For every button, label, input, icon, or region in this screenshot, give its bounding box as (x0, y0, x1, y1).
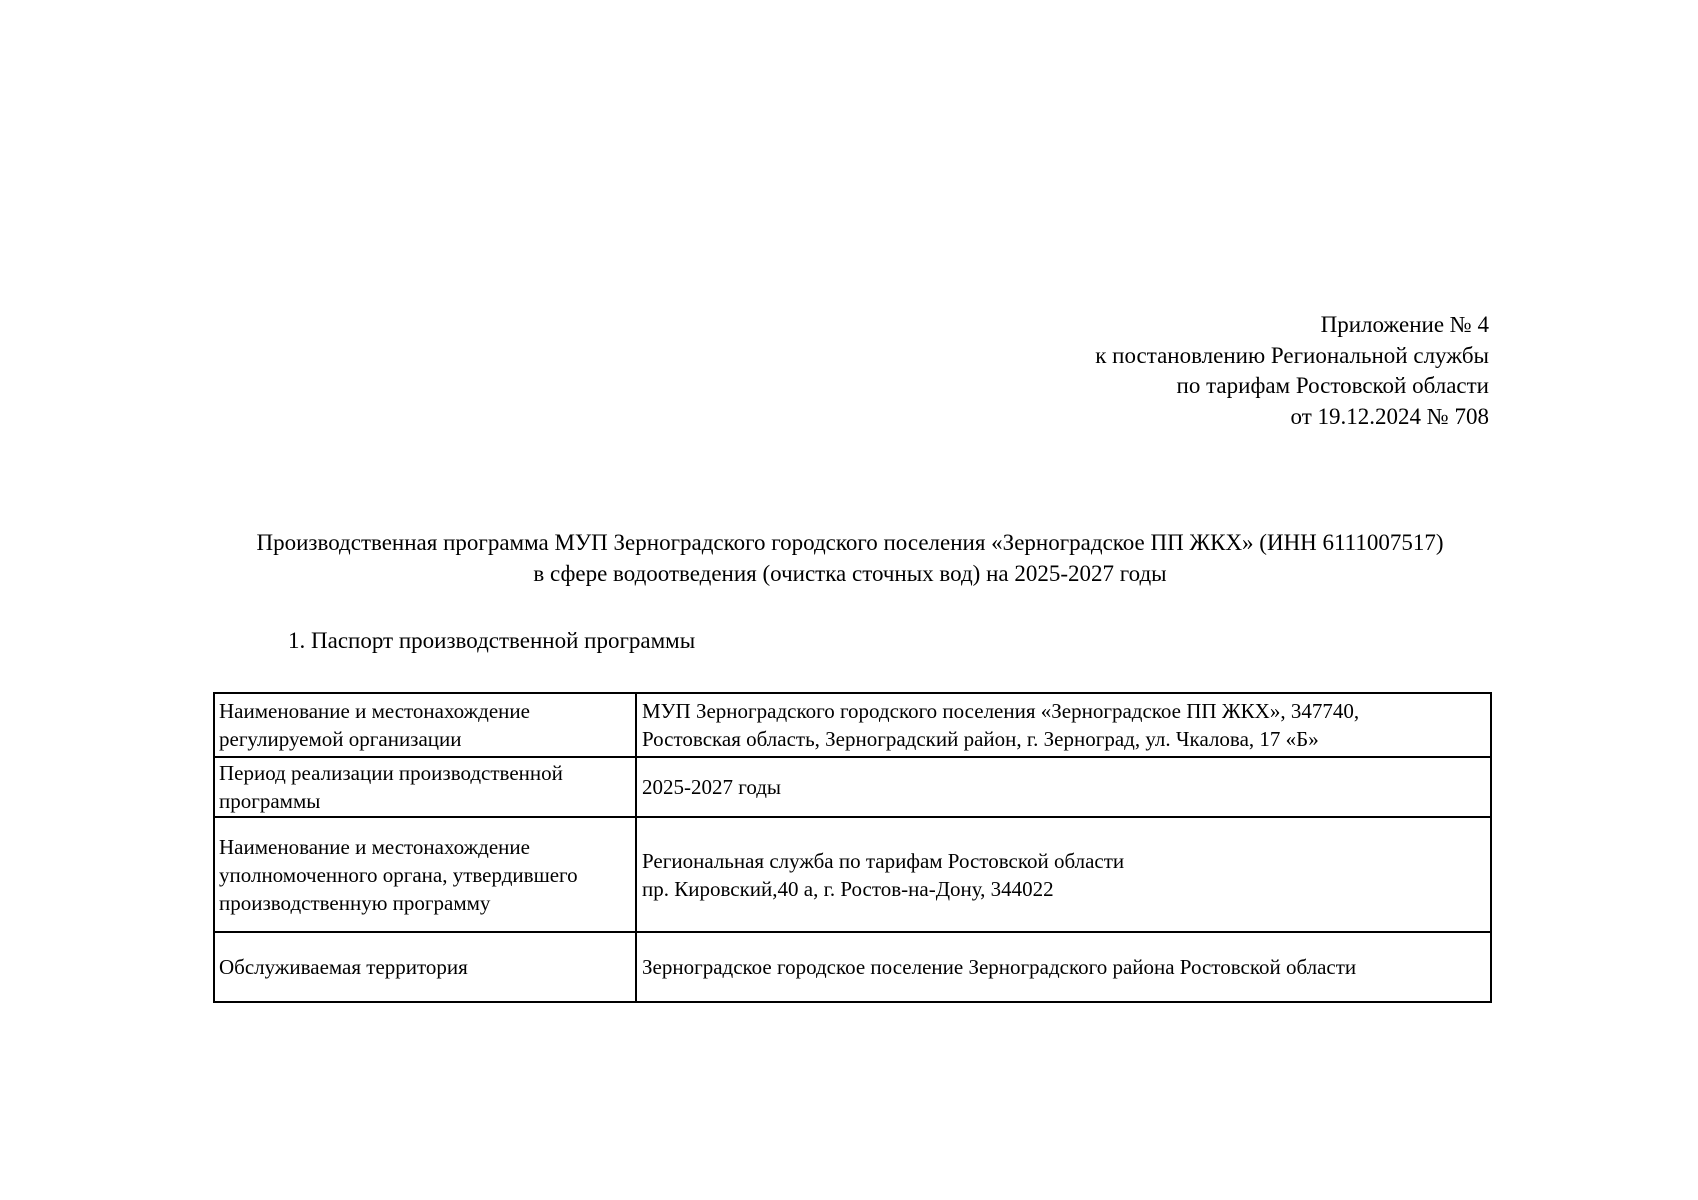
cell-text: Обслуживаемая территория (219, 955, 468, 979)
cell-text: Зерноградское городское поселение Зерноградского района Ростовской области (642, 955, 1357, 979)
document-title (160, 527, 1540, 589)
cell-text: Региональная служба по тарифам Ростовской области (642, 848, 1125, 873)
table-label-cell (214, 757, 636, 817)
table-value-cell (636, 693, 1491, 757)
cell-text: Ростовская область, Зерноградский район, г. Зерноград, ул. Чкалова, 17 «Б» (642, 727, 1319, 751)
cell-text: пр. Кировский,40 а, г. Ростов-на-Дону, 344022 (642, 876, 1054, 901)
document-title-line: Производственная программа МУП Зерноградского городского поселения «Зерноградское ПП ЖКХ» (ИНН 6111007517) (256, 530, 1444, 555)
cell-text: производственную программу (219, 890, 491, 915)
table-value-cell (636, 817, 1491, 932)
cell-text: Наименование и местонахождение (219, 834, 530, 859)
annex-number: Приложение № 4 (1320, 312, 1489, 337)
table-value-cell (636, 757, 1491, 817)
table-row-period (214, 757, 1491, 817)
table-row-authority (214, 817, 1491, 932)
cell-text: 2025-2027 годы (642, 775, 782, 799)
table-label-cell (214, 932, 636, 1002)
cell-text: уполномоченного органа, утвердившего (219, 862, 578, 887)
annex-date-number: от 19.12.2024 № 708 (1290, 403, 1489, 429)
table-label-cell (214, 693, 636, 757)
table-row-organization (214, 693, 1491, 757)
cell-text: Период реализации производственной (219, 761, 563, 785)
cell-text: Наименование и местонахождение (219, 699, 530, 723)
annex-header (1095, 310, 1489, 432)
passport-table (213, 692, 1492, 1003)
cell-text: регулируемой организации (219, 727, 462, 751)
cell-text: программы (219, 789, 321, 813)
section-heading: 1. Паспорт производственной программы (288, 628, 696, 653)
table-row-territory (214, 932, 1491, 1002)
table-value-cell (636, 932, 1491, 1002)
annex-resolution-ref: к постановлению Региональной службы (1095, 342, 1489, 368)
document-title-line: в сфере водоотведения (очистка сточных вод) на 2025-2027 годы (533, 561, 1167, 586)
table-label-cell (214, 817, 636, 932)
cell-text: МУП Зерноградского городского поселения «Зерноградское ПП ЖКХ», 347740, (642, 699, 1360, 723)
annex-authority: по тарифам Ростовской области (1176, 373, 1489, 398)
